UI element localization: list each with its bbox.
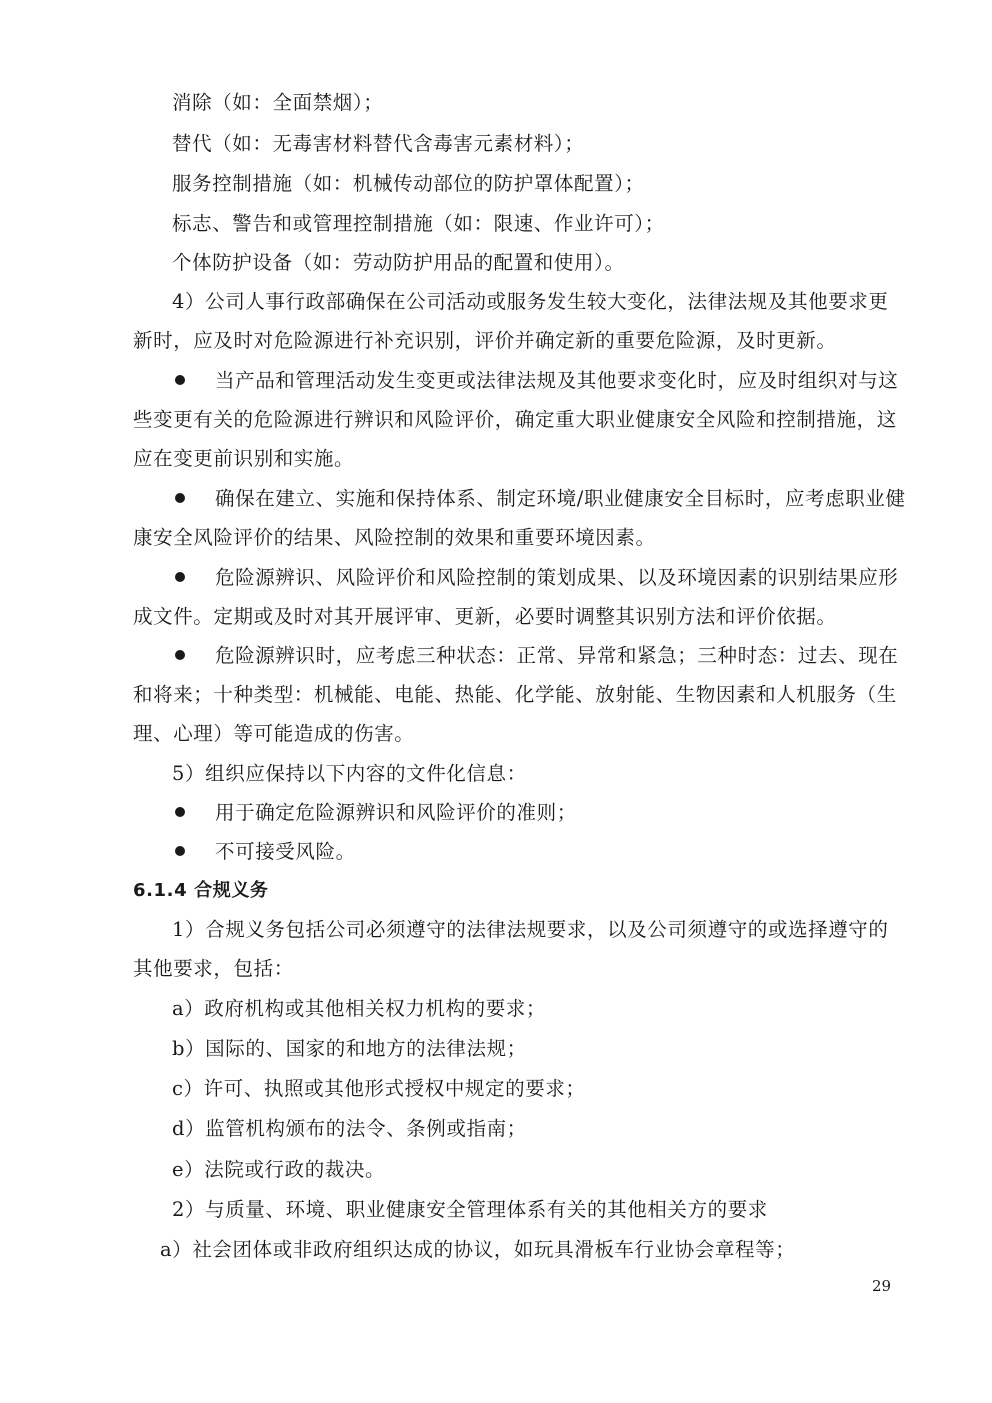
text-line: 新时，应及时对危险源进行补充识别，评价并确定新的重要危险源，及时更新。 (133, 329, 837, 352)
text-line: 康安全风险评价的结果、风险控制的效果和重要环境因素。 (133, 526, 656, 549)
bullet-text: 不可接受风险。 (215, 840, 356, 863)
bullet-text: 危险源辨识、风险评价和风险控制的策划成果、以及环境因素的识别结果应形 (215, 566, 899, 589)
bullet-text: 确保在建立、实施和保持体系、制定环境/职业健康安全目标时，应考虑职业健 (215, 487, 906, 510)
paragraph-item-4: 4）公司人事行政部确保在公司活动或服务发生较大变化，法律法规及其他要求更 (172, 290, 889, 313)
list-item-d: d）监管机构颁布的法令、条例或指南； (172, 1117, 527, 1140)
page-number: 29 (872, 1277, 892, 1295)
bullet-text: 危险源辨识时，应考虑三种状态：正常、异常和紧急；三种时态：过去、现在 (215, 644, 899, 667)
bullet-icon (175, 493, 185, 503)
text-line: 个体防护设备（如：劳动防护用品的配置和使用）。 (172, 251, 625, 274)
list-item-a: a）社会团体或非政府组织达成的协议，如玩具滑板车行业协会章程等； (160, 1238, 796, 1261)
paragraph-item-2: 2）与质量、环境、职业健康安全管理体系有关的其他相关方的要求 (172, 1198, 768, 1221)
bullet-icon (175, 375, 185, 385)
text-line: 消除（如：全面禁烟）； (172, 91, 384, 114)
text-line: 服务控制措施（如：机械传动部位的防护罩体配置）； (172, 172, 645, 195)
paragraph-item-1: 1）合规义务包括公司必须遵守的法律法规要求，以及公司须遵守的或选择遵守的 (172, 918, 889, 941)
text-line: 理、心理）等可能造成的伤害。 (133, 722, 415, 745)
bullet-icon (175, 846, 185, 856)
text-line: 和将来；十种类型：机械能、电能、热能、化学能、放射能、生物因素和人机服务（生 (133, 683, 897, 706)
text-line: 些变更有关的危险源进行辨识和风险评价，确定重大职业健康安全风险和控制措施，这 (133, 408, 897, 431)
section-heading: 6.1.4 合规义务 (133, 880, 269, 901)
list-item-c: c）许可、执照或其他形式授权中规定的要求； (172, 1077, 586, 1100)
bullet-icon (175, 572, 185, 582)
bullet-icon (175, 807, 185, 817)
list-item-b: b）国际的、国家的和地方的法律法规； (172, 1037, 527, 1060)
bullet-text: 当产品和管理活动发生变更或法律法规及其他要求变化时，应及时组织对与这 (215, 369, 899, 392)
bullet-icon (175, 650, 185, 660)
bullet-text: 用于确定危险源辨识和风险评价的准则； (215, 801, 577, 824)
paragraph-item-5: 5）组织应保持以下内容的文件化信息： (172, 762, 527, 785)
text-line: 标志、警告和或管理控制措施（如：限速、作业许可）； (172, 212, 665, 235)
text-line: 替代（如：无毒害材料替代含毒害元素材料）； (172, 132, 585, 155)
list-item-e: e）法院或行政的裁决。 (172, 1158, 386, 1181)
text-line: 其他要求，包括： (133, 957, 294, 980)
text-line: 成文件。定期或及时对其开展评审、更新，必要时调整其识别方法和评价依据。 (133, 605, 837, 628)
text-line: 应在变更前识别和实施。 (133, 447, 355, 470)
list-item-a: a）政府机构或其他相关权力机构的要求； (172, 997, 547, 1020)
